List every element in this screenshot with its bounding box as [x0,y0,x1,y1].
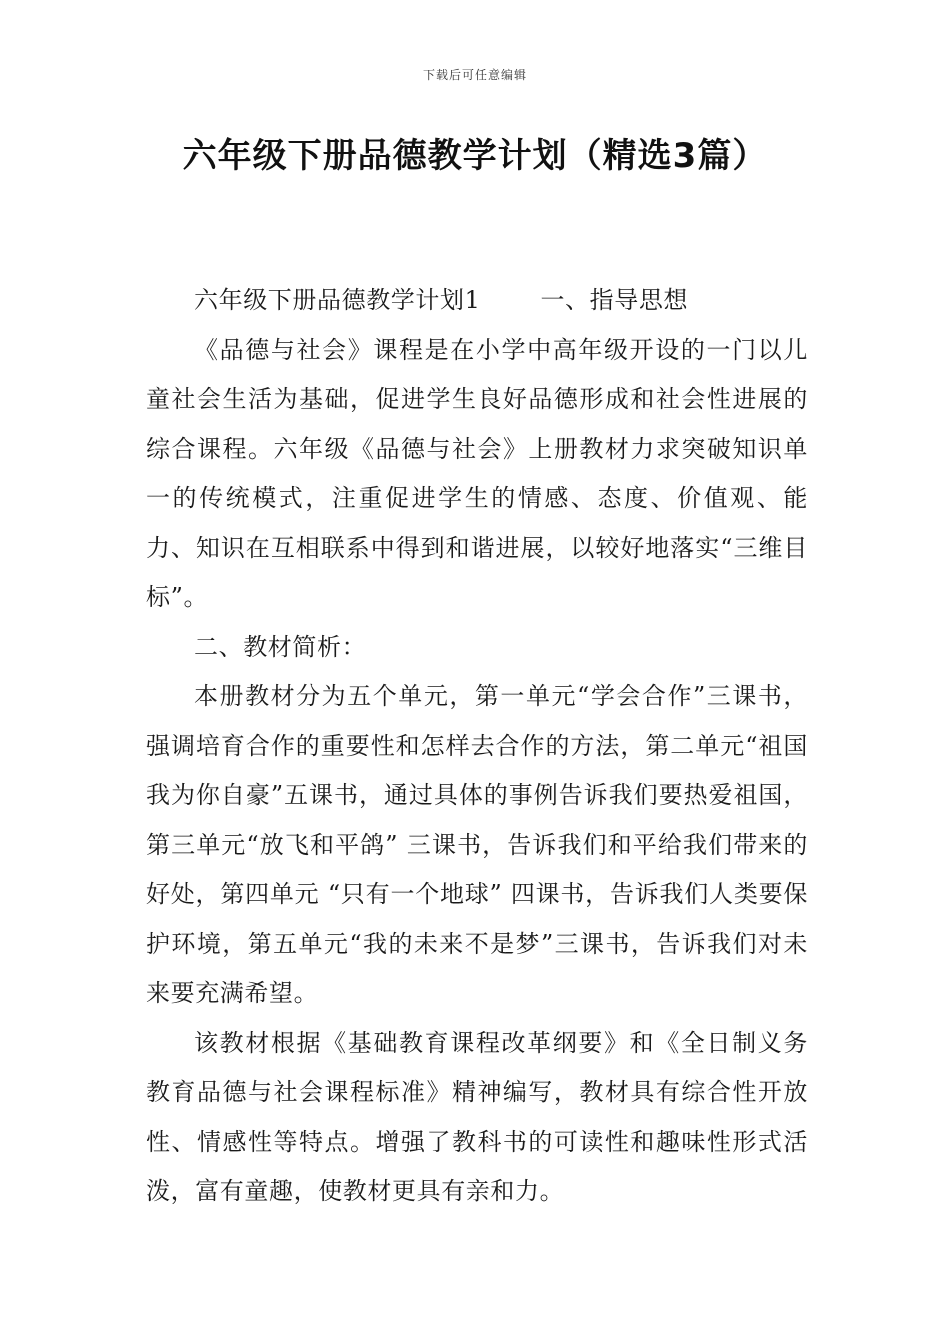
header-note: 下载后可任意编辑 [422,68,527,82]
plan-label: 六年级下册品德教学计划1 [194,286,481,314]
document-title: 六年级下册品德教学计划（精选3篇） [182,136,768,176]
paragraph-textbook-units: 本册教材分为五个单元，第一单元“学会合作”三课书，强调培育合作的重要性和怎样去合作的方法，第二单元“祖国 我为你自豪”五课书，通过具体的事例告诉我们要热爱祖国，第三单元“放飞和平鸽” 三课书，告诉我们和平给我们带来的好处，第四单元 “只有一个地球” 四课书，告诉我们人类要保护环境，第五单元“我的未来不是梦”三课书，告诉我们对未来要充满希望。 [146,682,808,1007]
document-body [146,276,808,1217]
section2-heading: 二、教材简析： [194,632,367,661]
section-heading-line [146,276,808,326]
paragraph-guiding-thought: 《品德与社会》课程是在小学中高年级开设的一门以儿童社会生活为基础，促进学生良好品德形成和社会性进展的综合课程。六年级《品德与社会》上册教材力求突破知识单一的传统模式，注重促进学生的情感、态度、价值观、能力、知识在互相联系中得到和谐进展，以较好地落实“三维目标”。 [146,335,808,611]
paragraph-textbook-features: 该教材根据《基础教育课程改革纲要》和《全日制义务教育品德与社会课程标准》精神编写，教材具有综合性开放性、情感性等特点。增强了教科书的可读性和趣味性形式活泼，富有童趣，使教材更具有亲和力。 [146,1028,808,1205]
section1-heading: 一、指导思想 [540,286,689,314]
